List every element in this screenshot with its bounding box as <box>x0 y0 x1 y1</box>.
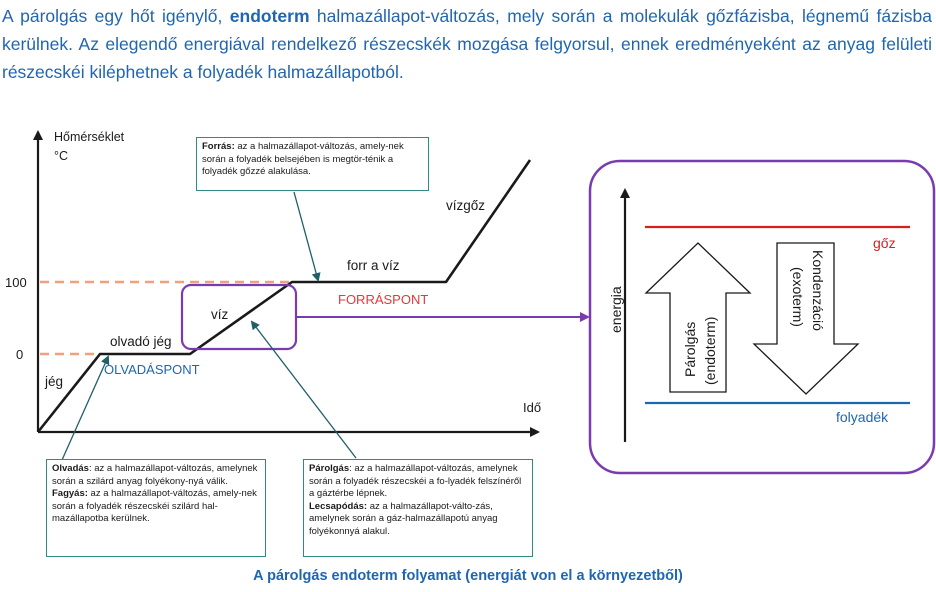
pointer-parolgas <box>252 322 356 458</box>
note-parolgas-lecsapodas <box>303 459 533 557</box>
kondenzacio-label-2: (exoterm) <box>790 267 806 327</box>
note-forras <box>196 137 429 191</box>
phase-label-viz: víz <box>211 307 229 322</box>
parolgas-label-1: Párolgás <box>682 321 698 377</box>
energy-panel <box>590 161 934 473</box>
note-lecsapodas-text: az a halmazállapot-válto-zás, amelynek során a gáz-halmazállapotú anyag folyékonnyá alakul. <box>309 500 498 537</box>
note-fagyas-text: az a halmazállapot-változás, amely-nek során a folyadék részecskéi szilárd hal-mazállapotba kerülnek. <box>52 488 257 525</box>
note-forras-term: Forrás: <box>202 141 235 152</box>
kondenzacio-label-1: Kondenzáció <box>810 250 826 331</box>
y-axis-label: Hőmérséklet <box>54 130 125 144</box>
intro-text-1: A párolgás egy hőt igénylő, <box>2 6 230 26</box>
intro-bold-endoterm: endoterm <box>229 6 310 26</box>
energy-axis-label: energia <box>608 286 624 333</box>
highlight-box <box>182 285 296 349</box>
x-axis-label: Idő <box>523 400 542 415</box>
note-parolgas-term: Párolgás <box>309 463 350 474</box>
phase-label-vizgoz: vízgőz <box>446 198 486 213</box>
phase-label-jeg: jég <box>45 374 64 389</box>
note-lecsapodas-term: Lecsapódás: <box>309 500 368 512</box>
phase-label-forr-a-viz: forr a víz <box>347 258 400 273</box>
note-fagyas-term: Fagyás: <box>52 488 88 500</box>
note-forras-text: az a halmazállapot-változás, amely-nek során a folyadék belsejében is megtör-ténik a folyadék gőzzé alakulása. <box>202 141 404 178</box>
note-olvadas-fagyas <box>46 459 266 557</box>
tick-label-100: 100 <box>5 275 27 290</box>
intro-text-2: halmazállapot-változás, mely során a molekulák gőzfázisba, légnemű fázisba kerülnek. Az elegendő energiával rendelkező részecskék mozgása felgyorsul, ennek eredményeként az anyag felületi részecskéi kiléphetnek a folyadék halmazállapotból. <box>2 6 933 82</box>
figure-caption: A párolgás endoterm folyamat (energiát von el a környezetből) <box>253 568 683 584</box>
tick-label-0: 0 <box>16 347 24 362</box>
goz-level-label: gőz <box>873 235 896 251</box>
y-axis-unit: °C <box>54 149 69 163</box>
folyadek-level-label: folyadék <box>836 409 889 425</box>
forraspont-label: FORRÁSPONT <box>338 292 429 307</box>
olvadaspont-label: OLVADÁSPONT <box>104 362 200 377</box>
pointer-forras <box>294 192 318 280</box>
note-olvadas-term: Olvadás <box>52 463 89 474</box>
note-olvadas-text: : az a halmazállapot-változás, amelynek során a szilárd anyag folyékony-nyá válik. <box>52 463 258 487</box>
parolgas-label-2: (endoterm) <box>702 316 718 385</box>
note-parolgas-text: : az a halmazállapot-változás, amelynek során a folyadék részecskéi a fo-lyadék felszínéről a gáztérbe lépnek. <box>309 463 522 500</box>
phase-label-olvado-jeg: olvadó jég <box>110 334 172 349</box>
